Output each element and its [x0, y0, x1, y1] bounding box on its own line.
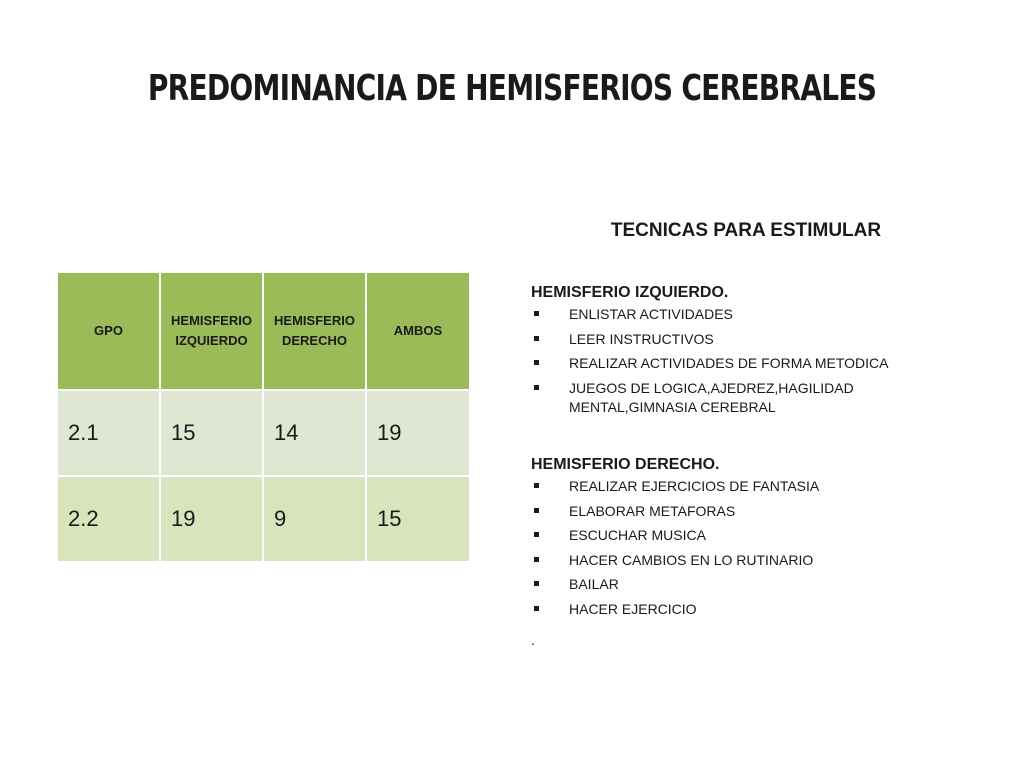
header-gpo: GPO	[57, 272, 160, 390]
table-cell: 9	[263, 476, 366, 562]
list-item: HACER CAMBIOS EN LO RUTINARIO	[531, 551, 929, 570]
table-row	[57, 390, 470, 476]
list-item: BAILAR	[531, 575, 929, 594]
square-bullet-icon	[534, 336, 539, 341]
table-header-row	[57, 272, 470, 390]
list-item: LEER INSTRUCTIVOS	[531, 330, 929, 349]
table-cell: 2.1	[57, 390, 160, 476]
list-item: ELABORAR METAFORAS	[531, 502, 929, 521]
left-hemisphere-list	[531, 305, 929, 417]
square-bullet-icon	[534, 360, 539, 365]
right-hemisphere-list	[531, 477, 929, 619]
header-both: AMBOS	[366, 272, 470, 390]
square-bullet-icon	[534, 581, 539, 586]
list-item: REALIZAR ACTIVIDADES DE FORMA METODICA	[531, 354, 929, 373]
list-item: ENLISTAR ACTIVIDADES	[531, 305, 929, 324]
table-cell: 2.2	[57, 476, 160, 562]
list-item: HACER EJERCICIO	[531, 600, 929, 619]
right-hemisphere-title: HEMISFERIO DERECHO.	[531, 456, 720, 473]
table-cell: 14	[263, 390, 366, 476]
table-cell: 15	[160, 390, 263, 476]
hemisphere-table	[56, 271, 471, 563]
square-bullet-icon	[534, 385, 539, 390]
table-cell: 15	[366, 476, 470, 562]
left-hemisphere-section	[531, 284, 929, 422]
left-hemisphere-title: HEMISFERIO IZQUIERDO.	[531, 284, 729, 301]
techniques-panel	[531, 220, 971, 617]
square-bullet-icon	[534, 532, 539, 537]
table-row	[57, 476, 470, 562]
slide-title: PREDOMINANCIA DE HEMISFERIOS CEREBRALES	[147, 68, 877, 109]
right-hemisphere-section	[531, 456, 929, 624]
techniques-heading: TECNICAS PARA ESTIMULAR	[610, 220, 882, 241]
list-item: REALIZAR EJERCICIOS DE FANTASIA	[531, 477, 929, 496]
table-cell: 19	[366, 390, 470, 476]
square-bullet-icon	[534, 311, 539, 316]
trailing-dot: .	[531, 632, 535, 648]
header-left-hemisphere: HEMISFERIO IZQUIERDO	[160, 272, 263, 390]
square-bullet-icon	[534, 557, 539, 562]
header-right-hemisphere: HEMISFERIO DERECHO	[263, 272, 366, 390]
table-cell: 19	[160, 476, 263, 562]
square-bullet-icon	[534, 483, 539, 488]
list-item: JUEGOS DE LOGICA,AJEDREZ,HAGILIDAD MENTAL,GIMNASIA CEREBRAL	[531, 379, 909, 417]
square-bullet-icon	[534, 508, 539, 513]
square-bullet-icon	[534, 606, 539, 611]
list-item: ESCUCHAR MUSICA	[531, 526, 929, 545]
